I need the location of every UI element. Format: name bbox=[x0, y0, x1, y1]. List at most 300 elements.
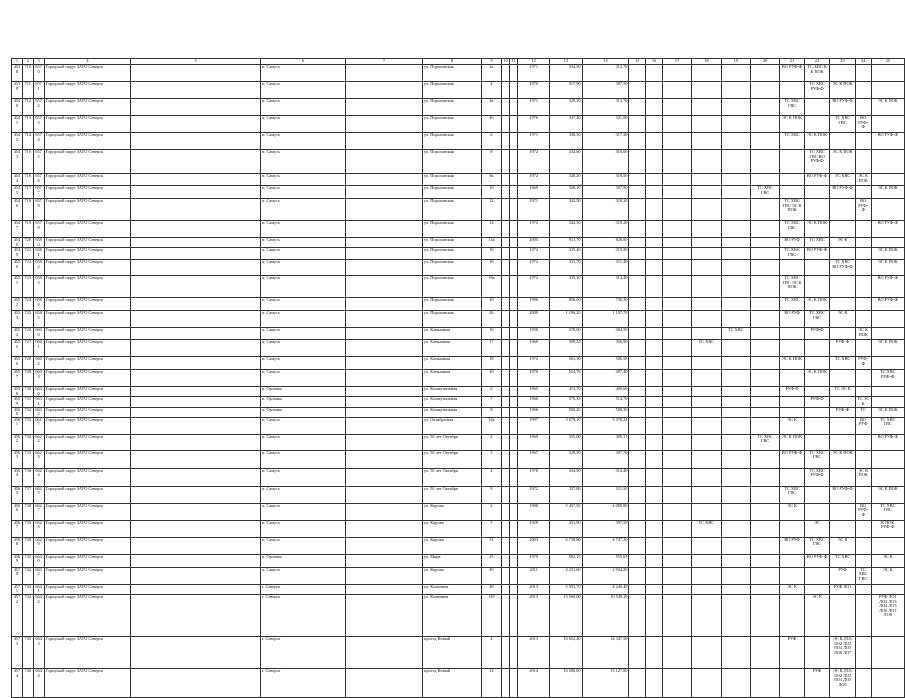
table-cell: 6630 bbox=[33, 387, 44, 397]
table-cell: 4538 bbox=[12, 65, 23, 82]
table-cell bbox=[345, 298, 422, 311]
table-cell bbox=[855, 276, 871, 298]
column-number-cell: 7 bbox=[345, 59, 422, 65]
table-cell: 1970 bbox=[518, 82, 550, 99]
table-cell bbox=[855, 584, 871, 594]
table-cell: 1979 bbox=[518, 554, 550, 567]
table-cell bbox=[629, 486, 646, 503]
table-cell: 6570 bbox=[33, 65, 44, 82]
table-cell bbox=[750, 668, 779, 697]
table-cell bbox=[692, 554, 721, 567]
table-cell: 4547 bbox=[12, 221, 23, 238]
table-cell bbox=[502, 468, 510, 486]
table-cell: 2 934,20 bbox=[582, 567, 629, 584]
table-cell bbox=[750, 248, 779, 260]
table-cell bbox=[692, 150, 721, 174]
table-cell: 334,90 bbox=[550, 468, 582, 486]
table-cell: 1970 bbox=[518, 468, 550, 486]
table-cell bbox=[780, 150, 805, 174]
table-cell: 1972 bbox=[518, 486, 550, 503]
table-cell: 4548 bbox=[12, 238, 23, 248]
table-cell: ул. Пороховская bbox=[423, 221, 482, 238]
table-cell bbox=[721, 150, 750, 174]
column-number-cell: 5 bbox=[131, 59, 261, 65]
table-cell: п. Орловка bbox=[261, 554, 346, 567]
table-cell bbox=[721, 554, 750, 567]
table-row bbox=[12, 486, 905, 503]
table-cell: 561,10 bbox=[550, 357, 582, 370]
table-cell: 497,40 bbox=[582, 370, 629, 387]
table-cell: 6631 bbox=[33, 397, 44, 407]
table-cell bbox=[750, 298, 779, 311]
table-cell: 378,00 bbox=[550, 328, 582, 340]
column-number-cell: 1 bbox=[12, 59, 23, 65]
column-number-cell: 18 bbox=[692, 59, 721, 65]
table-cell bbox=[830, 468, 855, 486]
table-cell: 6632 bbox=[33, 407, 44, 417]
table-cell: ВО РУФ-Ф bbox=[871, 434, 904, 450]
table-cell: 1969 bbox=[518, 434, 550, 450]
table-row bbox=[12, 434, 905, 450]
table-cell: 6628 bbox=[33, 520, 44, 537]
table-cell bbox=[502, 116, 510, 133]
table-cell bbox=[830, 520, 855, 537]
table-cell: 397,50 bbox=[582, 520, 629, 537]
table-cell bbox=[131, 554, 261, 567]
table-cell: п. Самусь bbox=[261, 65, 346, 82]
table-cell: п. Самусь bbox=[261, 150, 346, 174]
table-cell: 4545 bbox=[12, 186, 23, 199]
table-cell: Городской округ ЗАТО Северск bbox=[44, 82, 131, 99]
table-cell bbox=[662, 65, 691, 82]
table-cell bbox=[646, 407, 663, 417]
table-cell: 1972 bbox=[518, 150, 550, 174]
table-cell: 1978 bbox=[518, 370, 550, 387]
table-cell: ВО РУФ-Ф bbox=[804, 174, 829, 186]
table-cell bbox=[871, 397, 904, 407]
table-cell: ЭС К bbox=[804, 594, 829, 636]
table-cell bbox=[510, 99, 518, 116]
table-cell bbox=[750, 407, 779, 417]
table-cell bbox=[629, 417, 646, 434]
table-cell: 2000 bbox=[518, 311, 550, 328]
table-cell bbox=[510, 434, 518, 450]
table-cell: Городской округ ЗАТО Северск bbox=[44, 584, 131, 594]
table-cell bbox=[692, 248, 721, 260]
table-cell: ТС ХВС РУФ-Ф bbox=[804, 468, 829, 486]
table-cell: ЭС К ПОК bbox=[804, 370, 829, 387]
table-cell: 8 bbox=[481, 407, 502, 417]
table-cell bbox=[750, 199, 779, 221]
table-cell bbox=[692, 636, 721, 668]
table-cell bbox=[750, 554, 779, 567]
table-cell bbox=[721, 486, 750, 503]
table-cell: 550,20 bbox=[550, 407, 582, 417]
table-cell bbox=[646, 357, 663, 370]
table-cell: п. Самусь bbox=[261, 340, 346, 357]
table-cell bbox=[131, 397, 261, 407]
table-cell bbox=[510, 486, 518, 503]
table-cell: 1972 bbox=[518, 357, 550, 370]
table-cell bbox=[629, 174, 646, 186]
table-cell: п. Орловка bbox=[261, 407, 346, 417]
table-cell: ул. 50 лет Октября bbox=[423, 450, 482, 468]
table-cell: 1971 bbox=[518, 65, 550, 82]
table-cell bbox=[662, 82, 691, 99]
column-number-cell: 19 bbox=[721, 59, 750, 65]
table-cell bbox=[510, 133, 518, 150]
table-cell bbox=[646, 311, 663, 328]
table-cell bbox=[345, 434, 422, 450]
table-cell bbox=[629, 248, 646, 260]
table-cell bbox=[750, 99, 779, 116]
table-cell bbox=[131, 150, 261, 174]
table-cell bbox=[646, 82, 663, 99]
table-cell: п. Самусь bbox=[261, 450, 346, 468]
table-row bbox=[12, 370, 905, 387]
table-cell bbox=[131, 584, 261, 594]
table-row bbox=[12, 554, 905, 567]
column-number-cell: 22 bbox=[804, 59, 829, 65]
table-cell: 451,90 bbox=[550, 520, 582, 537]
table-cell bbox=[502, 594, 510, 636]
table-cell: ул. 50 лет Октября bbox=[423, 434, 482, 450]
table-cell: 304,50 bbox=[582, 328, 629, 340]
table-cell: 740 bbox=[22, 537, 33, 554]
table-cell: 4 bbox=[481, 82, 502, 99]
table-cell bbox=[345, 116, 422, 133]
table-cell bbox=[750, 65, 779, 82]
table-cell: ул. Пороховская bbox=[423, 82, 482, 99]
table-cell: 309,31 bbox=[582, 434, 629, 450]
table-cell: РУФ ЛО1 ЛО2 ЛО3 ЛО4 ЛО5 ЛО6 ЛО7 ЛО8 bbox=[871, 594, 904, 636]
table-cell: 4556 bbox=[12, 357, 23, 370]
column-number-cell: 17 bbox=[662, 59, 691, 65]
table-cell bbox=[510, 199, 518, 221]
table-cell bbox=[855, 554, 871, 567]
table-cell: 331,70 bbox=[550, 260, 582, 276]
table-cell: 5 353,70 bbox=[550, 584, 582, 594]
table-cell: ТС ХВС ГВС bbox=[871, 503, 904, 520]
table-cell: ЭС К ПОК bbox=[830, 150, 855, 174]
table-cell: 6573 bbox=[33, 116, 44, 133]
table-cell: ул. Пороховская bbox=[423, 116, 482, 133]
table-cell: ЭС К ЛО1 ЛО2 ЛО3 ЛО4 ЛО5 ЛО6 bbox=[830, 668, 855, 697]
table-cell: 8 bbox=[481, 486, 502, 503]
table-cell bbox=[646, 260, 663, 276]
table-row bbox=[12, 248, 905, 260]
table-cell bbox=[510, 311, 518, 328]
table-cell bbox=[662, 417, 691, 434]
table-cell: 6571 bbox=[33, 82, 44, 99]
table-cell bbox=[502, 298, 510, 311]
table-cell: ул. Коммунальная bbox=[423, 387, 482, 397]
table-cell: 735 bbox=[22, 450, 33, 468]
table-cell bbox=[510, 468, 518, 486]
table-cell: 514,70 bbox=[582, 397, 629, 407]
table-cell bbox=[830, 221, 855, 238]
table-cell: 4 231,60 bbox=[550, 567, 582, 584]
table-cell: п. Самусь bbox=[261, 468, 346, 486]
table-cell bbox=[629, 594, 646, 636]
table-cell: п. Самусь bbox=[261, 260, 346, 276]
table-cell: п. Самусь bbox=[261, 328, 346, 340]
table-cell: К ПОК РУФ-Ф bbox=[871, 520, 904, 537]
table-cell: ул. Пороховская bbox=[423, 298, 482, 311]
table-cell: Городской округ ЗАТО Северск bbox=[44, 434, 131, 450]
table-row bbox=[12, 503, 905, 520]
table-cell bbox=[629, 199, 646, 221]
table-cell bbox=[510, 417, 518, 434]
table-row bbox=[12, 238, 905, 248]
table-cell bbox=[131, 407, 261, 417]
table-cell bbox=[662, 554, 691, 567]
table-cell bbox=[510, 554, 518, 567]
table-cell: ВО РУФ-Ф bbox=[804, 248, 829, 260]
column-number-cell: 15 bbox=[629, 59, 646, 65]
table-cell: 18 bbox=[481, 357, 502, 370]
table-cell bbox=[646, 276, 663, 298]
table-cell: ул. Пороховская bbox=[423, 311, 482, 328]
table-cell bbox=[780, 397, 805, 407]
table-cell bbox=[721, 503, 750, 520]
table-cell bbox=[502, 520, 510, 537]
table-cell: ЭС К ПОК bbox=[871, 486, 904, 503]
table-cell: 16 506,00 bbox=[550, 668, 582, 697]
table-cell bbox=[629, 434, 646, 450]
table-cell: Городской округ ЗАТО Северск bbox=[44, 357, 131, 370]
table-cell bbox=[510, 387, 518, 397]
table-cell: 6601 bbox=[33, 340, 44, 357]
table-cell: ТС bbox=[855, 407, 871, 417]
column-number-cell: 8 bbox=[423, 59, 482, 65]
table-cell bbox=[750, 82, 779, 99]
table-cell bbox=[345, 133, 422, 150]
table-cell: 6 738,80 bbox=[550, 537, 582, 554]
table-cell: 4557 bbox=[12, 370, 23, 387]
table-cell bbox=[780, 260, 805, 276]
table-cell bbox=[855, 370, 871, 387]
table-cell: 739 bbox=[22, 520, 33, 537]
table-cell: Городской округ ЗАТО Северск bbox=[44, 594, 131, 636]
table-cell: 4 bbox=[481, 468, 502, 486]
table-cell bbox=[502, 387, 510, 397]
table-row bbox=[12, 387, 905, 397]
table-cell bbox=[510, 221, 518, 238]
table-cell: 1966 bbox=[518, 397, 550, 407]
table-cell bbox=[804, 276, 829, 298]
table-cell bbox=[131, 450, 261, 468]
table-cell: 14а bbox=[481, 238, 502, 248]
table-cell: п. Самусь bbox=[261, 238, 346, 248]
table-cell: 1969 bbox=[518, 186, 550, 199]
table-cell bbox=[662, 116, 691, 133]
table-cell: Городской округ ЗАТО Северск bbox=[44, 133, 131, 150]
table-cell bbox=[692, 387, 721, 397]
table-cell: ТС ХВС ВО РУФ-Ф bbox=[830, 260, 855, 276]
table-cell: ул. Мира bbox=[423, 554, 482, 567]
table-cell: Городской округ ЗАТО Северск bbox=[44, 340, 131, 357]
table-cell bbox=[345, 248, 422, 260]
table-cell: РУФ-Ф bbox=[804, 397, 829, 407]
table-cell bbox=[345, 174, 422, 186]
table-cell: 729 bbox=[22, 370, 33, 387]
table-cell bbox=[646, 567, 663, 584]
table-cell: Городской округ ЗАТО Северск bbox=[44, 311, 131, 328]
column-number-cell: 25 bbox=[871, 59, 904, 65]
table-cell: ВО РУФ-Ф bbox=[804, 554, 829, 567]
table-cell bbox=[871, 199, 904, 221]
table-cell bbox=[502, 370, 510, 387]
table-cell bbox=[502, 199, 510, 221]
table-cell bbox=[855, 65, 871, 82]
table-cell: 4549 bbox=[12, 248, 23, 260]
table-cell bbox=[721, 567, 750, 584]
table-cell: ВО РУФ-Ф bbox=[830, 99, 855, 116]
table-cell bbox=[855, 82, 871, 99]
table-cell bbox=[345, 370, 422, 387]
table-cell: 2005 bbox=[518, 238, 550, 248]
table-cell: 710 bbox=[22, 65, 33, 82]
table-cell: 734 bbox=[22, 434, 33, 450]
table-cell bbox=[830, 594, 855, 636]
table-row bbox=[12, 174, 905, 186]
table-cell: 6583 bbox=[33, 276, 44, 298]
table-cell bbox=[692, 133, 721, 150]
table-row bbox=[12, 397, 905, 407]
table-cell: 738 bbox=[22, 503, 33, 520]
table-cell: ЭС К bbox=[871, 554, 904, 567]
table-cell bbox=[780, 554, 805, 567]
table-cell: п. Самусь bbox=[261, 186, 346, 199]
table-cell: 4571 bbox=[12, 584, 23, 594]
table-cell bbox=[871, 174, 904, 186]
table-cell: 6600 bbox=[33, 328, 44, 340]
table-cell bbox=[750, 174, 779, 186]
table-cell: ТС ХВС ГВС bbox=[750, 186, 779, 199]
table-cell bbox=[721, 417, 750, 434]
table-cell bbox=[804, 567, 829, 584]
table-cell: 307,90 bbox=[582, 186, 629, 199]
table-cell: 17 bbox=[481, 340, 502, 357]
table-cell: ТС ХВС РУФ-Ф bbox=[804, 82, 829, 99]
table-cell: ТС ХВС ГВС bbox=[855, 567, 871, 584]
table-cell: п. Самусь bbox=[261, 174, 346, 186]
table-cell: 6602 bbox=[33, 357, 44, 370]
table-cell: 328,10 bbox=[550, 99, 582, 116]
table-cell bbox=[131, 298, 261, 311]
table-cell: Городской округ ЗАТО Северск bbox=[44, 503, 131, 520]
table-cell: п. Самусь bbox=[261, 567, 346, 584]
table-cell: 1972 bbox=[518, 174, 550, 186]
table-cell: ТС ХВС ГВС ЭС К ПОК bbox=[780, 199, 805, 221]
table-cell bbox=[750, 357, 779, 370]
table-cell: 4574 bbox=[12, 668, 23, 697]
table-cell bbox=[510, 116, 518, 133]
table-cell: РУФ-Ф bbox=[830, 340, 855, 357]
table-cell bbox=[345, 520, 422, 537]
table-cell: п. Самусь bbox=[261, 537, 346, 554]
table-cell: ВО РУФ-Ф bbox=[830, 186, 855, 199]
table-cell bbox=[750, 486, 779, 503]
table-cell: 6603 bbox=[33, 370, 44, 387]
table-cell bbox=[502, 276, 510, 298]
table-cell bbox=[871, 65, 904, 82]
table-cell bbox=[692, 311, 721, 328]
table-cell: ТС ХВС ГВС bbox=[804, 537, 829, 554]
table-cell bbox=[629, 468, 646, 486]
table-cell: 2013 bbox=[518, 594, 550, 636]
column-number-cell: 12 bbox=[518, 59, 550, 65]
housing-register-table bbox=[11, 58, 905, 698]
table-cell bbox=[646, 221, 663, 238]
table-cell bbox=[131, 486, 261, 503]
table-cell bbox=[662, 199, 691, 221]
table-cell bbox=[692, 260, 721, 276]
table-cell bbox=[131, 221, 261, 238]
table-cell bbox=[750, 567, 779, 584]
table-cell: Городской округ ЗАТО Северск bbox=[44, 636, 131, 668]
table-cell bbox=[502, 311, 510, 328]
table-cell: 18 bbox=[481, 260, 502, 276]
table-cell bbox=[721, 133, 750, 150]
table-cell bbox=[662, 328, 691, 340]
table-cell: г. Северск bbox=[261, 584, 346, 594]
table-cell bbox=[510, 260, 518, 276]
table-row bbox=[12, 537, 905, 554]
table-cell bbox=[750, 116, 779, 133]
table-cell: 2003 bbox=[518, 537, 550, 554]
table-row bbox=[12, 340, 905, 357]
table-cell: 4 240,40 bbox=[582, 584, 629, 594]
table-cell: ЭС bbox=[804, 520, 829, 537]
table-cell: 4560 bbox=[12, 407, 23, 417]
table-cell bbox=[692, 450, 721, 468]
table-cell: 4 747,20 bbox=[582, 537, 629, 554]
table-cell: 5 497,50 bbox=[550, 503, 582, 520]
table-cell: 743 bbox=[22, 584, 33, 594]
table-cell bbox=[662, 450, 691, 468]
column-number-cell: 11 bbox=[511, 58, 516, 63]
table-cell: 4546 bbox=[12, 199, 23, 221]
table-cell bbox=[780, 520, 805, 537]
table-cell bbox=[750, 370, 779, 387]
table-cell: п. Орловка bbox=[261, 397, 346, 407]
table-cell: 49 bbox=[481, 567, 502, 584]
table-cell bbox=[855, 260, 871, 276]
table-cell bbox=[721, 298, 750, 311]
table-cell: ВО РУФ bbox=[780, 537, 805, 554]
table-cell: ул. Пороховская bbox=[423, 248, 482, 260]
table-cell bbox=[662, 260, 691, 276]
table-cell: Городской округ ЗАТО Северск bbox=[44, 520, 131, 537]
table-cell bbox=[629, 238, 646, 248]
table-cell bbox=[692, 328, 721, 340]
table-cell bbox=[830, 417, 855, 434]
table-cell: 2013 bbox=[518, 636, 550, 668]
table-cell: Городской округ ЗАТО Северск bbox=[44, 486, 131, 503]
table-cell: 506,58 bbox=[582, 357, 629, 370]
table-cell: ТС ХВС ГВС bbox=[871, 417, 904, 434]
table-cell bbox=[721, 238, 750, 248]
table-cell: 12 bbox=[481, 668, 502, 697]
table-cell: 1928 bbox=[518, 520, 550, 537]
table-cell bbox=[629, 450, 646, 468]
table-cell: ул. Пороховская bbox=[423, 174, 482, 186]
table-cell: ул. Пороховская bbox=[423, 199, 482, 221]
table-cell: ул. Пороховская bbox=[423, 150, 482, 174]
table-cell bbox=[804, 99, 829, 116]
